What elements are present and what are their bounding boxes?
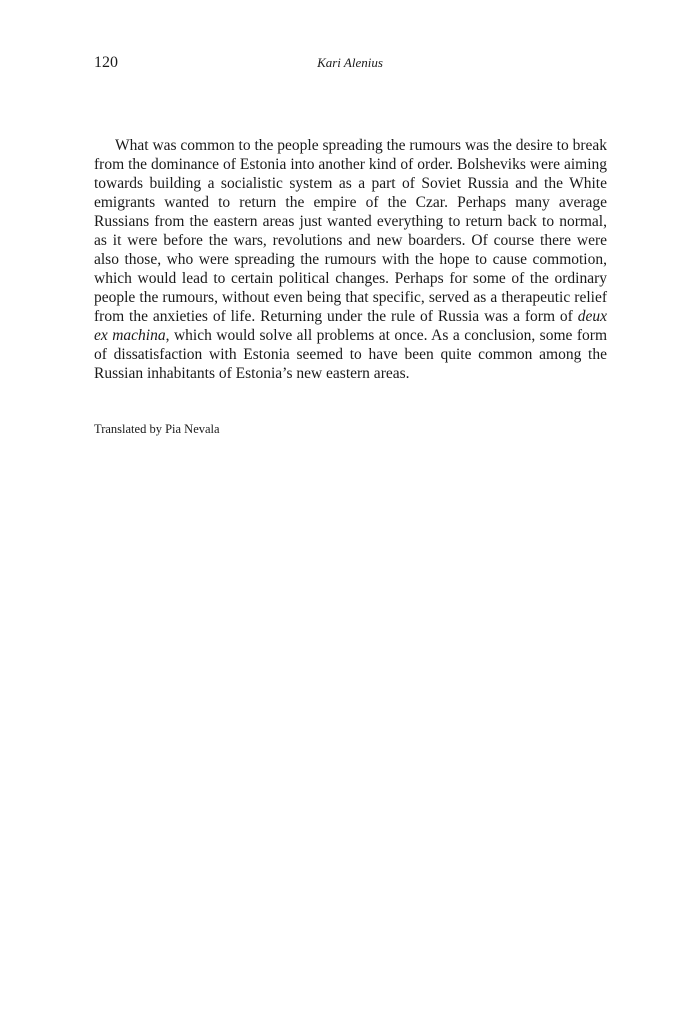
italic-phrase: deux ex machina — [94, 308, 607, 344]
body-paragraph — [94, 136, 607, 383]
running-head-author: Kari Alenius — [317, 55, 383, 70]
paragraph-text-start: What was common to the people spreading the rumours was the desire to break from the dominance of Estonia into another kind of order. Bolsheviks were aiming towards building a socialistic system as a part of Soviet Russia and the White emigrants wanted to return the empire of the Czar. Perhaps many average Russians from the eastern areas just wanted everything to return back to normal, as it were before the wars, revolutions and new boarders. Of course there were also those, who were spreading the rumours with the hope to cause commotion, which would lead to certain political changes. Perhaps for some of the ordinary people the rumours, without even being that specific, served as a therapeutic relief from the anxieties of life. Returning under the rule of Russia was a form of — [94, 137, 607, 325]
translator-credit: Translated by Pia Nevala — [94, 422, 220, 436]
paragraph-text-end: , which would solve all problems at once. As a conclusion, some form of dissatisfaction with Estonia seemed to have been quite common among the Russian inhabitants of Estonia’s new eastern areas. — [94, 327, 607, 382]
page-number: 120 — [94, 54, 118, 71]
